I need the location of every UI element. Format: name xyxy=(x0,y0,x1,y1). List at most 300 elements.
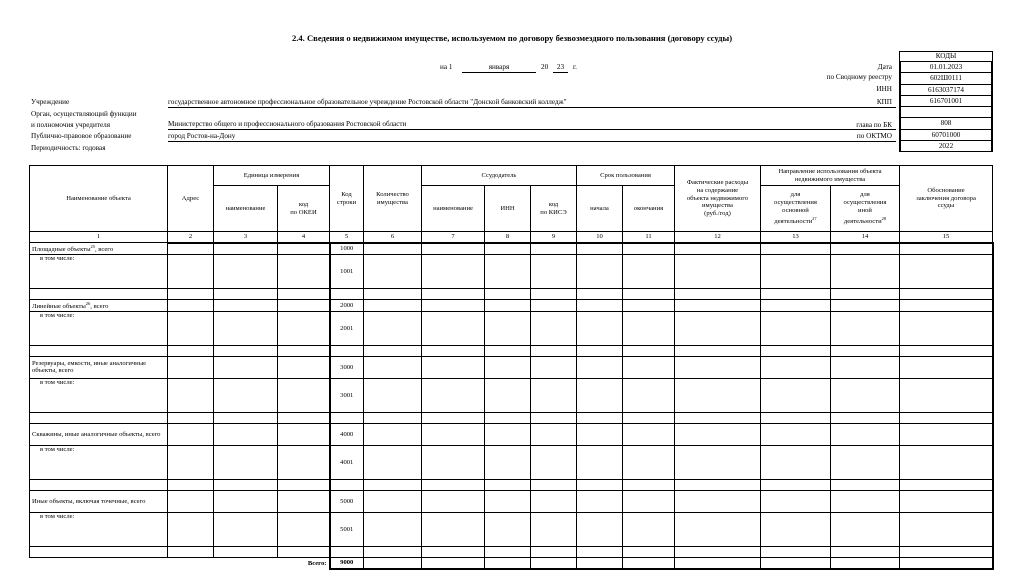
table-row xyxy=(30,299,993,311)
th-lender-name: наименование xyxy=(422,186,485,232)
th-dir-other: для осуществления иной деятельности$^{28}$ xyxy=(831,186,900,232)
th-lender-inn: ИНН xyxy=(485,186,531,232)
data-cell xyxy=(831,299,900,311)
data-cell xyxy=(168,288,214,299)
data-cell xyxy=(675,479,761,490)
data-cell xyxy=(364,378,422,412)
data-cell xyxy=(278,345,330,356)
data-cell xyxy=(900,299,993,311)
data-cell xyxy=(675,445,761,479)
data-cell xyxy=(900,412,993,423)
row-code xyxy=(330,412,364,423)
th-unit-name: наименование xyxy=(214,186,278,232)
label-registry: по Сводному реестру xyxy=(826,73,892,81)
data-cell xyxy=(278,254,330,288)
data-cell xyxy=(531,254,577,288)
data-cell xyxy=(761,254,831,288)
row-label: Скважины, иные аналогичные объекты, всего xyxy=(30,423,168,445)
data-cell xyxy=(761,512,831,546)
municipality-underline xyxy=(168,141,896,142)
data-cell xyxy=(675,345,761,356)
data-cell xyxy=(623,557,675,569)
table-row xyxy=(30,490,993,512)
code-empty xyxy=(901,107,991,118)
data-cell xyxy=(577,445,623,479)
data-cell xyxy=(761,423,831,445)
data-cell xyxy=(422,412,485,423)
data-cell xyxy=(531,243,577,255)
data-cell xyxy=(485,512,531,546)
data-cell xyxy=(831,288,900,299)
row-label xyxy=(30,412,168,423)
data-cell xyxy=(364,546,422,557)
data-cell xyxy=(214,423,278,445)
data-cell xyxy=(485,243,531,255)
table-row xyxy=(30,512,993,546)
col-number: 1 xyxy=(30,232,168,243)
row-code xyxy=(330,345,364,356)
th-dir-main: для осуществления основной деятельности$^{27}$ xyxy=(761,186,831,232)
row-label: в том числе: xyxy=(30,311,168,345)
code-kpp: 616701001 xyxy=(901,96,991,107)
data-cell xyxy=(623,378,675,412)
data-cell xyxy=(761,479,831,490)
data-cell xyxy=(214,299,278,311)
page-title: 2.4. Сведения о недвижимом имуществе, используемом по договору безвозмездного пользования (договору ссуды) xyxy=(291,33,733,43)
data-cell xyxy=(364,288,422,299)
th-expenses: Фактические расходы на содержание объекта недвижимого имущества (руб./год) xyxy=(675,166,761,232)
data-cell xyxy=(214,254,278,288)
data-cell xyxy=(831,254,900,288)
data-cell xyxy=(214,311,278,345)
col-number: 11 xyxy=(623,232,675,243)
data-cell xyxy=(675,378,761,412)
data-cell xyxy=(485,299,531,311)
data-cell xyxy=(168,356,214,378)
data-cell xyxy=(577,254,623,288)
row-label: Площадные объекты$^{25}$, всего xyxy=(30,243,168,255)
data-cell xyxy=(531,546,577,557)
total-code: 9000 xyxy=(330,557,364,569)
col-number: 4 xyxy=(278,232,330,243)
data-cell xyxy=(623,356,675,378)
data-cell xyxy=(214,546,278,557)
organ-underline xyxy=(168,129,896,130)
data-cell xyxy=(485,557,531,569)
data-cell xyxy=(900,288,993,299)
row-code: 3000 xyxy=(330,356,364,378)
data-cell xyxy=(577,546,623,557)
data-cell xyxy=(485,445,531,479)
data-cell xyxy=(900,356,993,378)
data-cell xyxy=(214,288,278,299)
total-row xyxy=(30,557,993,569)
data-cell xyxy=(761,546,831,557)
data-cell xyxy=(675,512,761,546)
data-cell xyxy=(831,546,900,557)
th-basis: Обоснование заключения договора ссуды xyxy=(900,166,993,232)
data-cell xyxy=(364,299,422,311)
data-cell xyxy=(422,288,485,299)
data-cell xyxy=(214,412,278,423)
data-cell xyxy=(364,254,422,288)
row-label: в том числе: xyxy=(30,445,168,479)
municipality-label: Публично-правовое образование xyxy=(31,132,132,140)
label-kpp: КПП xyxy=(876,98,892,106)
data-cell xyxy=(675,546,761,557)
data-cell xyxy=(623,546,675,557)
data-cell xyxy=(364,412,422,423)
data-cell xyxy=(900,479,993,490)
data-cell xyxy=(214,445,278,479)
data-cell xyxy=(278,412,330,423)
col-number: 14 xyxy=(831,232,900,243)
data-cell xyxy=(278,288,330,299)
data-cell xyxy=(168,378,214,412)
data-cell xyxy=(900,254,993,288)
data-cell xyxy=(364,490,422,512)
data-cell xyxy=(623,243,675,255)
col-number: 9 xyxy=(531,232,577,243)
data-cell xyxy=(214,479,278,490)
data-cell xyxy=(278,479,330,490)
data-cell xyxy=(900,546,993,557)
th-term-start: начала xyxy=(577,186,623,232)
data-cell xyxy=(485,345,531,356)
th-lender-kise: код по КИСЭ xyxy=(531,186,577,232)
row-code: 5001 xyxy=(330,512,364,546)
data-cell xyxy=(168,546,214,557)
data-cell xyxy=(422,345,485,356)
data-cell xyxy=(168,254,214,288)
data-cell xyxy=(577,490,623,512)
data-cell xyxy=(422,299,485,311)
data-cell xyxy=(422,254,485,288)
data-cell xyxy=(168,299,214,311)
data-cell xyxy=(422,546,485,557)
th-quantity: Количество имущества xyxy=(364,166,422,232)
col-number: 13 xyxy=(761,232,831,243)
row-label xyxy=(30,288,168,299)
th-direction: Направление использования объекта недвижимого имущества xyxy=(761,166,900,186)
row-label: в том числе: xyxy=(30,254,168,288)
row-code xyxy=(330,479,364,490)
data-cell xyxy=(675,311,761,345)
data-cell xyxy=(900,378,993,412)
table-row xyxy=(30,311,993,345)
data-cell xyxy=(364,243,422,255)
data-cell xyxy=(531,288,577,299)
period-label: Периодичность: годовая xyxy=(31,144,106,152)
data-cell xyxy=(214,356,278,378)
data-cell xyxy=(168,412,214,423)
data-cell xyxy=(278,490,330,512)
data-cell xyxy=(831,423,900,445)
data-cell xyxy=(900,557,993,569)
table-body xyxy=(30,243,993,570)
data-cell xyxy=(531,423,577,445)
data-cell xyxy=(623,423,675,445)
label-date: Дата xyxy=(877,63,892,71)
data-cell xyxy=(623,479,675,490)
data-cell xyxy=(278,243,330,255)
data-cell xyxy=(364,345,422,356)
data-cell xyxy=(214,490,278,512)
data-cell xyxy=(761,557,831,569)
table-row xyxy=(30,345,993,356)
code-bk: 808 xyxy=(901,118,991,129)
data-cell xyxy=(900,423,993,445)
row-code: 1000 xyxy=(330,243,364,255)
data-cell xyxy=(623,288,675,299)
data-cell xyxy=(623,311,675,345)
data-cell xyxy=(531,479,577,490)
label-bk: глава по БК xyxy=(856,121,892,129)
data-cell xyxy=(531,311,577,345)
data-cell xyxy=(831,378,900,412)
col-number: 10 xyxy=(577,232,623,243)
organ-label-2: и полномочия учредителя xyxy=(31,121,111,129)
row-code xyxy=(330,288,364,299)
data-cell xyxy=(831,557,900,569)
data-cell xyxy=(278,356,330,378)
th-term-end: окончания xyxy=(623,186,675,232)
th-unit-code: код по ОКЕИ xyxy=(278,186,330,232)
data-cell xyxy=(831,356,900,378)
data-cell xyxy=(422,445,485,479)
table-row xyxy=(30,378,993,412)
code-inn: 6163037174 xyxy=(901,85,991,96)
data-cell xyxy=(422,311,485,345)
data-cell xyxy=(761,490,831,512)
row-label: в том числе: xyxy=(30,512,168,546)
row-label xyxy=(30,345,168,356)
date-suffix: г. xyxy=(573,63,577,71)
data-cell xyxy=(422,490,485,512)
data-cell xyxy=(485,490,531,512)
data-cell xyxy=(168,423,214,445)
col-number: 12 xyxy=(675,232,761,243)
column-numbers-row xyxy=(30,232,993,243)
data-cell xyxy=(577,557,623,569)
municipality-value: город Ростов-на-Дону xyxy=(168,132,236,140)
data-cell xyxy=(900,243,993,255)
data-cell xyxy=(168,345,214,356)
organ-label-1: Орган, осуществляющий функции xyxy=(31,110,137,118)
col-number: 7 xyxy=(422,232,485,243)
table-row xyxy=(30,479,993,490)
data-cell xyxy=(278,445,330,479)
data-cell xyxy=(900,512,993,546)
data-cell xyxy=(364,512,422,546)
data-cell xyxy=(364,423,422,445)
data-cell xyxy=(831,311,900,345)
row-label: Линейные объекты$^{26}$, всего xyxy=(30,299,168,311)
row-label xyxy=(30,546,168,557)
data-cell xyxy=(422,356,485,378)
data-cell xyxy=(577,479,623,490)
col-number: 6 xyxy=(364,232,422,243)
data-cell xyxy=(531,299,577,311)
data-cell xyxy=(422,378,485,412)
codes-box xyxy=(899,51,993,152)
data-cell xyxy=(761,445,831,479)
data-cell xyxy=(278,512,330,546)
data-cell xyxy=(531,557,577,569)
data-cell xyxy=(623,412,675,423)
data-cell xyxy=(531,356,577,378)
data-cell xyxy=(761,288,831,299)
label-oktmo: по ОКТМО xyxy=(856,132,892,140)
th-name: Наименование объекта xyxy=(30,166,168,232)
data-cell xyxy=(485,288,531,299)
table-row xyxy=(30,356,993,378)
organ-value: Министерство общего и профессионального образования Ростовской области xyxy=(168,120,407,128)
data-cell xyxy=(831,445,900,479)
code-oktmo: 60701000 xyxy=(901,130,991,141)
row-code: 2000 xyxy=(330,299,364,311)
col-number: 5 xyxy=(330,232,364,243)
institution-value: государственное автономное профессиональное образовательное учреждение Ростовской области "Донской банковский колледж" xyxy=(168,98,567,106)
data-cell xyxy=(675,299,761,311)
data-cell xyxy=(531,345,577,356)
data-cell xyxy=(900,445,993,479)
code-registry: 602Ш0111 xyxy=(901,73,991,84)
code-period: 2022 xyxy=(938,142,954,151)
data-cell xyxy=(675,243,761,255)
data-cell xyxy=(623,299,675,311)
data-cell xyxy=(577,299,623,311)
data-cell xyxy=(485,356,531,378)
data-cell xyxy=(761,412,831,423)
data-cell xyxy=(577,378,623,412)
data-cell xyxy=(900,490,993,512)
data-cell xyxy=(364,311,422,345)
data-cell xyxy=(422,512,485,546)
row-code: 5000 xyxy=(330,490,364,512)
row-code: 3001 xyxy=(330,378,364,412)
data-cell xyxy=(761,345,831,356)
th-term: Срок пользования xyxy=(577,166,675,186)
data-cell xyxy=(485,378,531,412)
data-cell xyxy=(364,445,422,479)
data-cell xyxy=(485,479,531,490)
data-cell xyxy=(577,412,623,423)
data-cell xyxy=(422,557,485,569)
data-cell xyxy=(168,512,214,546)
row-code: 4001 xyxy=(330,445,364,479)
data-cell xyxy=(761,311,831,345)
total-label: Всего: xyxy=(30,557,330,569)
code-date: 01.01.2023 xyxy=(901,62,991,73)
data-cell xyxy=(214,512,278,546)
data-cell xyxy=(577,288,623,299)
row-code xyxy=(330,546,364,557)
data-cell xyxy=(531,490,577,512)
data-cell xyxy=(364,557,422,569)
row-code: 4000 xyxy=(330,423,364,445)
label-inn: ИНН xyxy=(876,85,892,93)
col-number: 8 xyxy=(485,232,531,243)
data-cell xyxy=(364,356,422,378)
data-cell xyxy=(531,412,577,423)
row-label: Иные объекты, включая точечные, всего xyxy=(30,490,168,512)
data-cell xyxy=(675,412,761,423)
data-cell xyxy=(831,345,900,356)
table-row xyxy=(30,412,993,423)
data-cell xyxy=(278,311,330,345)
data-cell xyxy=(675,423,761,445)
data-cell xyxy=(900,311,993,345)
data-cell xyxy=(577,356,623,378)
row-label: Резервуары, емкости, иные аналогичные объекты, всего xyxy=(30,356,168,378)
data-cell xyxy=(831,512,900,546)
data-cell xyxy=(485,412,531,423)
date-month: января xyxy=(462,63,536,73)
data-cell xyxy=(761,378,831,412)
data-cell xyxy=(485,254,531,288)
th-row-code: Код строки xyxy=(330,166,364,232)
th-unit: Единица измерения xyxy=(214,166,330,186)
institution-label: Учреждение xyxy=(31,98,70,106)
row-code: 1001 xyxy=(330,254,364,288)
institution-underline xyxy=(168,107,896,108)
data-cell xyxy=(278,423,330,445)
data-cell xyxy=(623,345,675,356)
data-cell xyxy=(214,378,278,412)
data-cell xyxy=(364,479,422,490)
data-cell xyxy=(278,378,330,412)
data-cell xyxy=(831,243,900,255)
data-cell xyxy=(485,423,531,445)
table-row xyxy=(30,445,993,479)
data-cell xyxy=(577,423,623,445)
table-row xyxy=(30,546,993,557)
row-label xyxy=(30,479,168,490)
data-cell xyxy=(761,243,831,255)
th-lender: Ссудодатель xyxy=(422,166,577,186)
data-cell xyxy=(900,345,993,356)
table-row xyxy=(30,243,993,255)
data-cell xyxy=(485,311,531,345)
data-cell xyxy=(278,299,330,311)
data-cell xyxy=(577,512,623,546)
data-cell xyxy=(675,356,761,378)
data-cell xyxy=(422,423,485,445)
data-cell xyxy=(761,299,831,311)
table-row xyxy=(30,288,993,299)
date-year-prefix: 20 xyxy=(541,63,549,71)
header-row-1 xyxy=(30,166,993,186)
data-cell xyxy=(422,479,485,490)
col-number: 2 xyxy=(168,232,214,243)
data-cell xyxy=(675,557,761,569)
data-cell xyxy=(623,254,675,288)
table-row xyxy=(30,423,993,445)
data-cell xyxy=(831,412,900,423)
row-code: 2001 xyxy=(330,311,364,345)
data-cell xyxy=(531,378,577,412)
col-number: 15 xyxy=(900,232,993,243)
row-label: в том числе: xyxy=(30,378,168,412)
data-cell xyxy=(168,243,214,255)
data-cell xyxy=(675,490,761,512)
data-cell xyxy=(168,311,214,345)
th-address: Адрес xyxy=(168,166,214,232)
data-cell xyxy=(214,345,278,356)
data-cell xyxy=(168,490,214,512)
data-cell xyxy=(623,445,675,479)
